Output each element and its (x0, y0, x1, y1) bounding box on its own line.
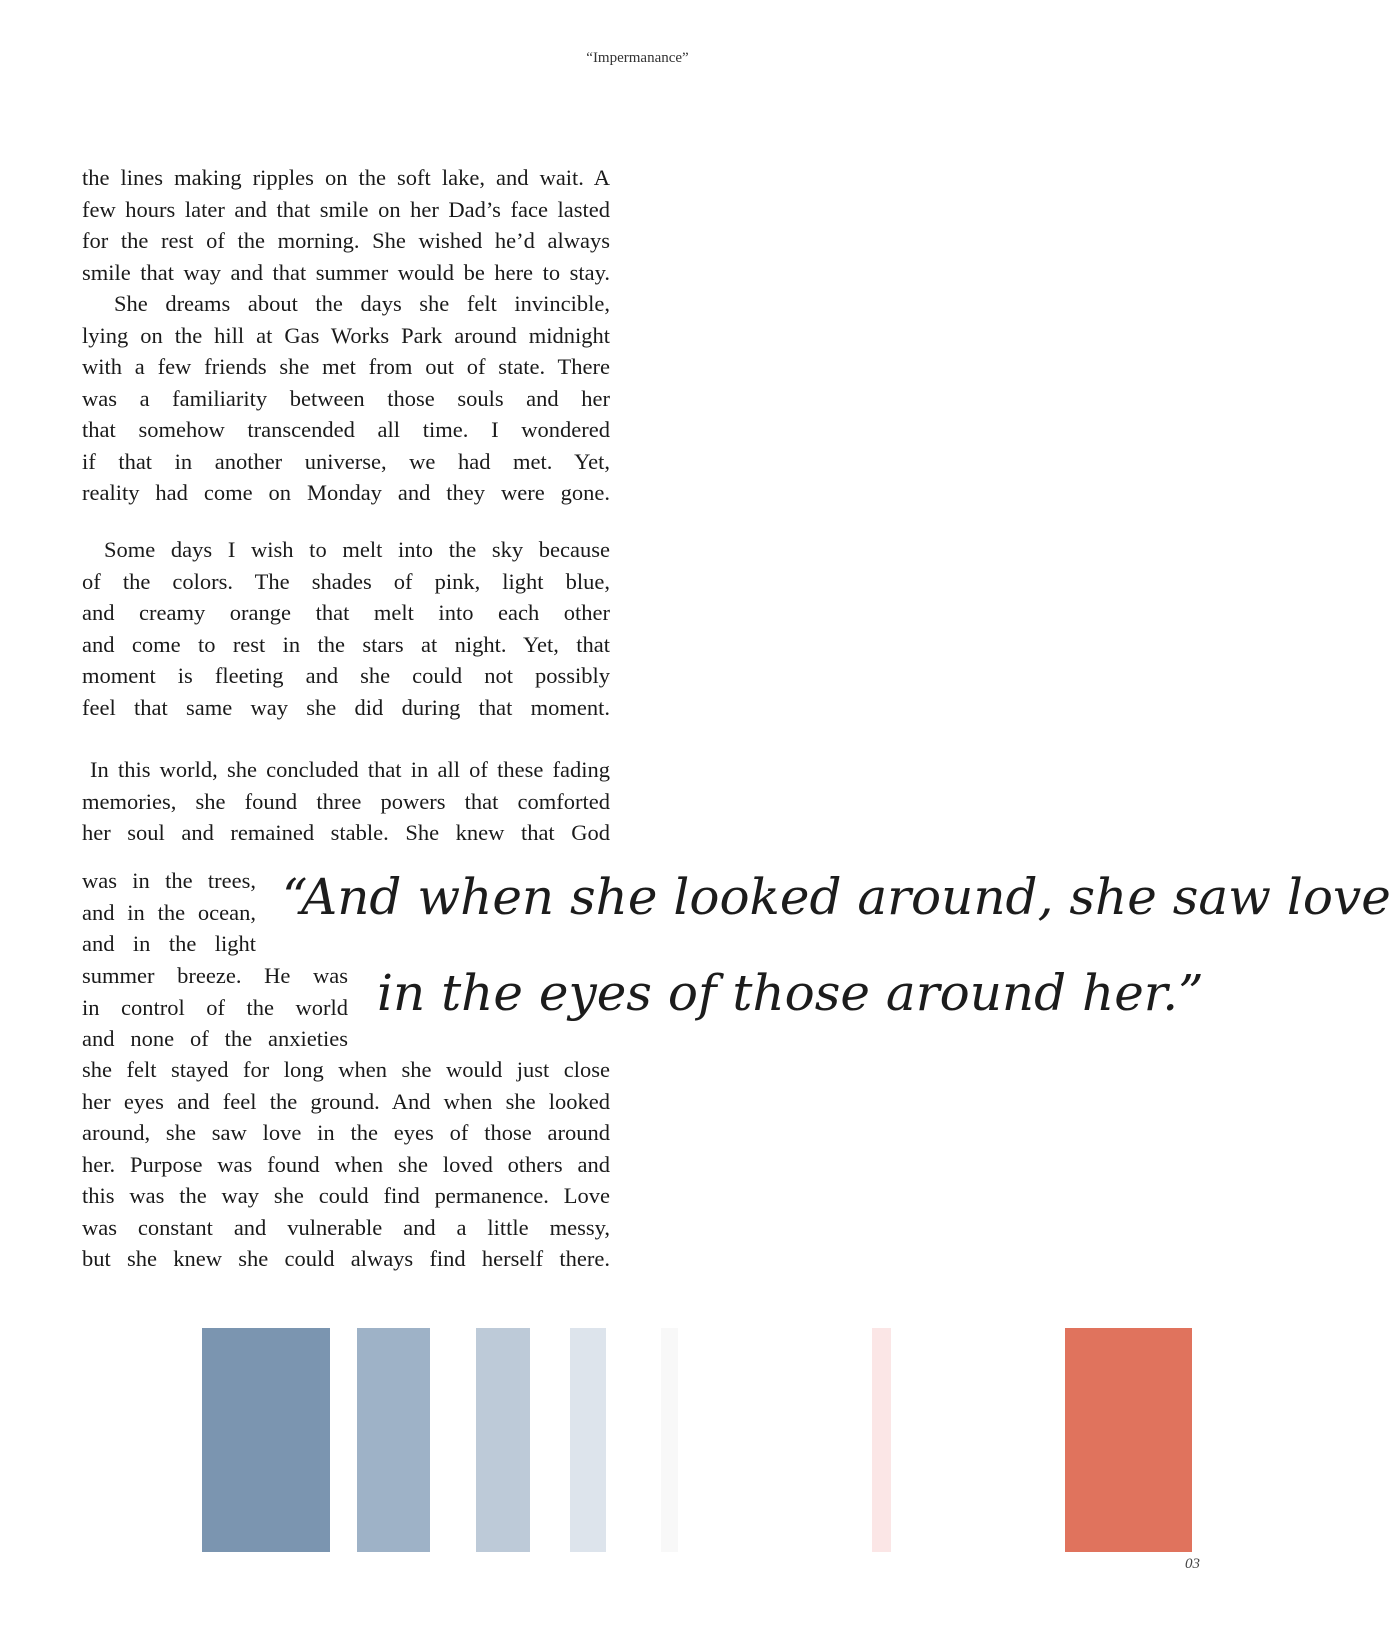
text-line: feel that same way she did during that moment. (82, 694, 610, 720)
paragraph-2 (82, 288, 610, 509)
text-line: of the colors. The shades of pink, light blue, (82, 568, 610, 594)
text-line: Some days I wish to melt into the sky because (104, 537, 610, 562)
text-line: with a few friends she met from out of state. There (82, 354, 610, 379)
paragraph-3 (82, 534, 610, 723)
text-line: smile that way and that summer would be here to stay. (82, 259, 610, 285)
text-line: and come to rest in the stars at night. Yet, that (82, 631, 610, 657)
pull-quote-line-2: in the eyes of those around her.” (377, 964, 1204, 1022)
text-line: moment is fleeting and she could not possibly (82, 663, 610, 688)
text-line: few hours later and that smile on her Dad’s face lasted (82, 196, 610, 222)
palette-swatch-medium-blue (357, 1328, 430, 1552)
paragraph-4-end (82, 1054, 610, 1275)
paragraph-4-wrap-1 (82, 865, 256, 960)
text-line: was a familiarity between those souls and her (82, 385, 610, 411)
running-header-title: “Impermanance” (586, 50, 689, 66)
palette-swatch-light-blue (476, 1328, 530, 1552)
text-line: was in the trees, (82, 868, 256, 893)
text-line: and in the ocean, (82, 899, 256, 925)
palette-swatch-coral (1065, 1328, 1192, 1552)
text-line: her. Purpose was found when she loved others and (82, 1151, 610, 1177)
text-line: memories, she found three powers that comforted (82, 788, 610, 814)
text-line: lying on the hill at Gas Works Park around midnight (82, 322, 610, 348)
paragraph-4-wrap-2 (82, 960, 348, 1055)
text-line: around, she saw love in the eyes of those around (82, 1120, 610, 1145)
pull-quote-line-1: “And when she looked around, she saw love (282, 868, 1391, 926)
palette-swatch-off-white (661, 1328, 678, 1552)
paragraph-1 (82, 162, 610, 288)
text-line: and in the light (82, 931, 256, 956)
text-line: but she knew she could always find herself there. (82, 1246, 610, 1271)
text-line: In this world, she concluded that in all of these fading (90, 757, 610, 782)
text-line: her soul and remained stable. She knew that God (82, 820, 610, 845)
text-line: this was the way she could find permanence. Love (82, 1183, 610, 1208)
text-line: if that in another universe, we had met. Yet, (82, 448, 610, 474)
text-line: that somehow transcended all time. I wondered (82, 417, 610, 442)
paragraph-4-start (82, 754, 610, 849)
text-line: the lines making ripples on the soft lake, and wait. A (82, 165, 610, 190)
text-line: She dreams about the days she felt invincible, (114, 291, 610, 316)
text-line: and creamy orange that melt into each other (82, 600, 610, 625)
text-line: her eyes and feel the ground. And when she looked (82, 1088, 610, 1114)
text-line: was constant and vulnerable and a little messy, (82, 1214, 610, 1240)
palette-swatch-pale-blue (570, 1328, 606, 1552)
text-line: in control of the world (82, 994, 348, 1020)
text-line: for the rest of the morning. She wished he’d always (82, 228, 610, 253)
page-number: 03 (1185, 1556, 1200, 1572)
palette-swatch-steel-blue (202, 1328, 330, 1552)
text-line: and none of the anxieties (82, 1026, 348, 1051)
palette-swatch-blush-pink (872, 1328, 891, 1552)
text-line: reality had come on Monday and they were gone. (82, 480, 610, 505)
text-line: summer breeze. He was (82, 963, 348, 988)
text-line: she felt stayed for long when she would just close (82, 1057, 610, 1082)
